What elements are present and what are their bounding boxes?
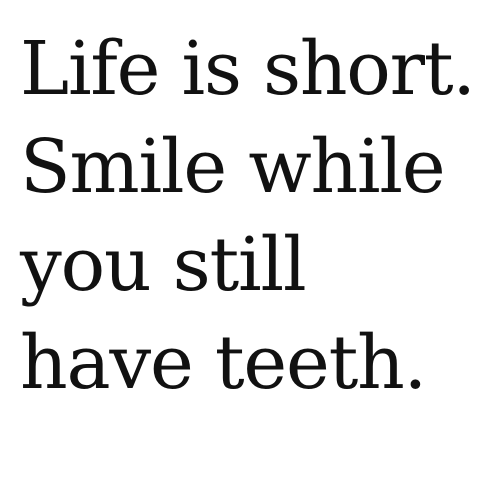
quote-line-3: you still	[20, 222, 306, 308]
quote-line-2: Smile while	[20, 124, 445, 210]
quote-text	[20, 20, 490, 412]
quote-line-1: Life is short.	[20, 26, 475, 112]
quote-line-4: have teeth.	[20, 320, 426, 406]
